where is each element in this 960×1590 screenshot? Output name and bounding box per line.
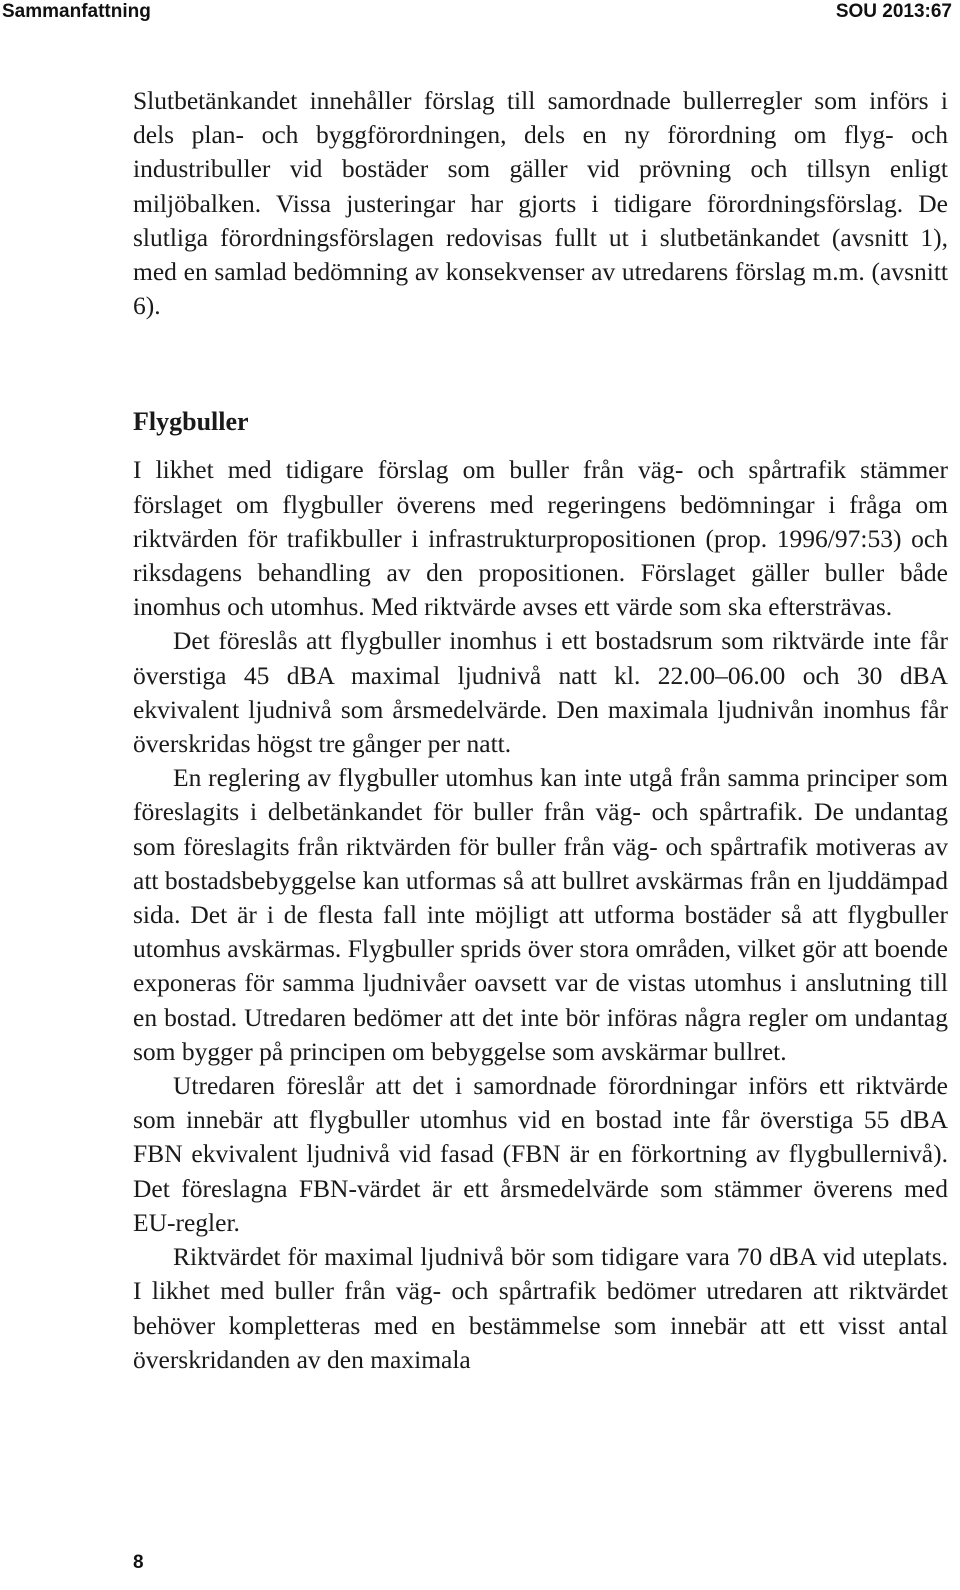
section-heading: Flygbuller (133, 407, 249, 437)
running-header (0, 0, 960, 32)
body-paragraph: En reglering av flygbuller utomhus kan inte utgå från samma principer som föreslagits i delbetänkandet för buller från väg- och spårtrafik. De undantag som föreslagits från riktvärden för buller från väg- och spårtrafik motiveras av att bostadsbebyggelse kan utformas så att bullret avskärmas från en ljuddämpad sida. Det är i de flesta fall inte möjligt att utforma bostäder så att flygbuller utomhus avskärmas. Flygbuller sprids över stora områden, vilket gör att boende exponeras för samma ljudnivåer oavsett var de vistas utomhus i anslutning till en bostad. Utredaren bedömer att det inte bör införas några regler om undantag som bygger på principen om bebyggelse som avskärmar bullret. (133, 763, 948, 1066)
section-title: Sammanfattning (2, 1, 151, 22)
page-body (133, 84, 948, 1377)
page-number: 8 (133, 1552, 144, 1573)
body-paragraph: I likhet med tidigare förslag om buller från väg- och spårtrafik stämmer förslaget om flygbuller överens med regeringens bedömningar i fråga om riktvärden för trafikbuller i infrastrukturpropositionen (prop. 1996/97:53) och riksdagens behandling av den propositionen. Förslaget gäller buller både inomhus och utomhus. Med riktvärde avses ett värde som ska eftersträvas. (133, 455, 948, 622)
body-paragraph: Riktvärdet för maximal ljudnivå bör som tidigare vara 70 dBA vid uteplats. I likhet med buller från väg- och spårtrafik bedömer utredaren att riktvärdet behöver kompletteras med en bestämmelse som innebär att ett visst antal överskridanden av den maximala (133, 1242, 948, 1374)
report-id: SOU 2013:67 (835, 1, 952, 22)
intro-paragraph: Slutbetänkandet innehåller förslag till samordnade bullerregler som införs i dels plan- och byggförordningen, dels en ny förordning om flyg- och industribuller vid bostäder som gäller vid prövning och tillsyn enligt miljöbalken. Vissa justeringar har gjorts i tidigare förordningsförslag. De slutliga förordningsförslagen redovisas fullt ut i slutbetänkandet (avsnitt 1), med en samlad bedömning av konsekvenser av utredarens förslag m.m. (avsnitt 6). (133, 86, 948, 321)
body-paragraph: Utredaren föreslår att det i samordnade förordningar införs ett riktvärde som innebär att flygbuller utomhus vid en bostad inte får överstiga 55 dBA FBN ekvivalent ljudnivå vid fasad (FBN är en förkortning av flygbullernivå). Det föreslagna FBN-värdet är ett årsmedelvärde som stämmer överens med EU-regler. (133, 1071, 948, 1237)
body-paragraph: Det föreslås att flygbuller inomhus i ett bostadsrum som riktvärde inte får överstiga 45 dBA maximal ljudnivå natt kl. 22.00–06.00 och 30 dBA ekvivalent ljudnivå som årsmedelvärde. Den maximala ljudnivån inomhus får överskridas högst tre gånger per natt. (133, 626, 948, 759)
